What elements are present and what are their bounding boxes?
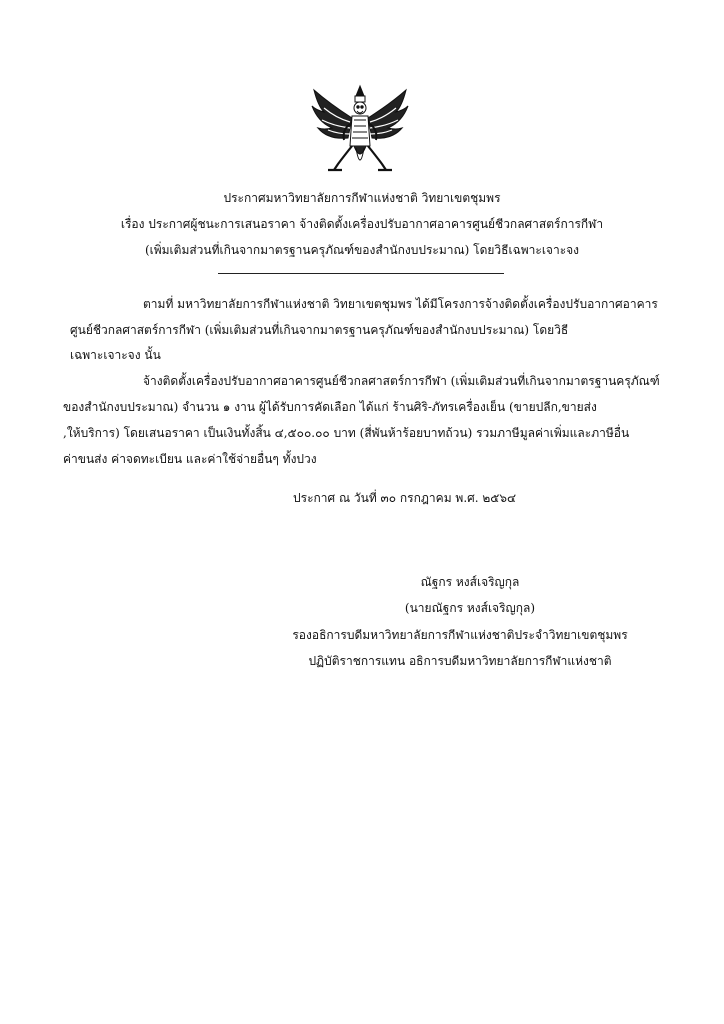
paragraph-2-line-3: ,ให้บริการ) โดยเสนอราคา เป็นเงินทั้งสิ้น ๔,๕๐๐.๐๐ บาท (สี่พันห้าร้อยบาทถ้วน) รวมภาษีมูลค่าเพิ่มและภาษีอื่น <box>63 426 630 440</box>
announcement-subject: เรื่อง ประกาศผู้ชนะการเสนอราคา จ้างติดตั้งเครื่องปรับอากาศอาคารศูนย์ชีวกลศาสตร์การกีฬา <box>120 217 604 231</box>
signature-printed-name: (นายณัฐกร หงส์เจริญกุล) <box>404 601 536 615</box>
paragraph-1-line-1: ตามที่ มหาวิทยาลัยการกีฬาแห่งชาติ วิทยาเขตชุมพร ได้มีโครงการจ้างติดตั้งเครื่องปรับอากาศอาคาร <box>143 297 658 311</box>
signature-position-2: ปฏิบัติราชการแทน อธิการบดีมหาวิทยาลัยการกีฬาแห่งชาติ <box>308 654 612 668</box>
announcement-subject-continued: (เพิ่มเติมส่วนที่เกินจากมาตรฐานครุภัณฑ์ของสำนักงบประมาณ) โดยวิธีเฉพาะเจาะจง <box>144 243 580 257</box>
paragraph-2-line-1: จ้างติดตั้งเครื่องปรับอากาศอาคารศูนย์ชีวกลศาสตร์การกีฬา (เพิ่มเติมส่วนที่เกินจากมาตรฐานครุภัณฑ์ <box>143 374 660 388</box>
signature-signed-name: ณัฐกร หงส์เจริญกุล <box>420 575 520 589</box>
paragraph-1-line-3: เฉพาะเจาะจง นั้น <box>70 348 161 362</box>
paragraph-1-line-2: ศูนย์ชีวกลศาสตร์การกีฬา (เพิ่มเติมส่วนที่เกินจากมาตรฐานครุภัณฑ์ของสำนักงบประมาณ) โดยวิธี <box>70 323 569 337</box>
announcement-org-title: ประกาศมหาวิทยาลัยการกีฬาแห่งชาติ วิทยาเขตชุมพร <box>223 191 501 205</box>
garuda-emblem-icon <box>310 84 410 176</box>
signature-position-1: รองอธิการบดีมหาวิทยาลัยการกีฬาแห่งชาติประจำวิทยาเขตชุมพร <box>292 628 628 642</box>
paragraph-2-line-2: ของสำนักงบประมาณ) จำนวน ๑ งาน ผู้ได้รับการคัดเลือก ได้แก่ ร้านศิริ-ภัทรเครื่องเย็น (ขายปลีก,ขายส่ง <box>63 400 597 414</box>
announce-date: ประกาศ ณ วันที่ ๓๐ กรกฎาคม พ.ศ. ๒๕๖๔ <box>293 491 517 505</box>
paragraph-2-line-4: ค่าขนส่ง ค่าจดทะเบียน และค่าใช้จ่ายอื่นๆ ทั้งปวง <box>63 452 317 466</box>
header-divider <box>218 273 504 274</box>
